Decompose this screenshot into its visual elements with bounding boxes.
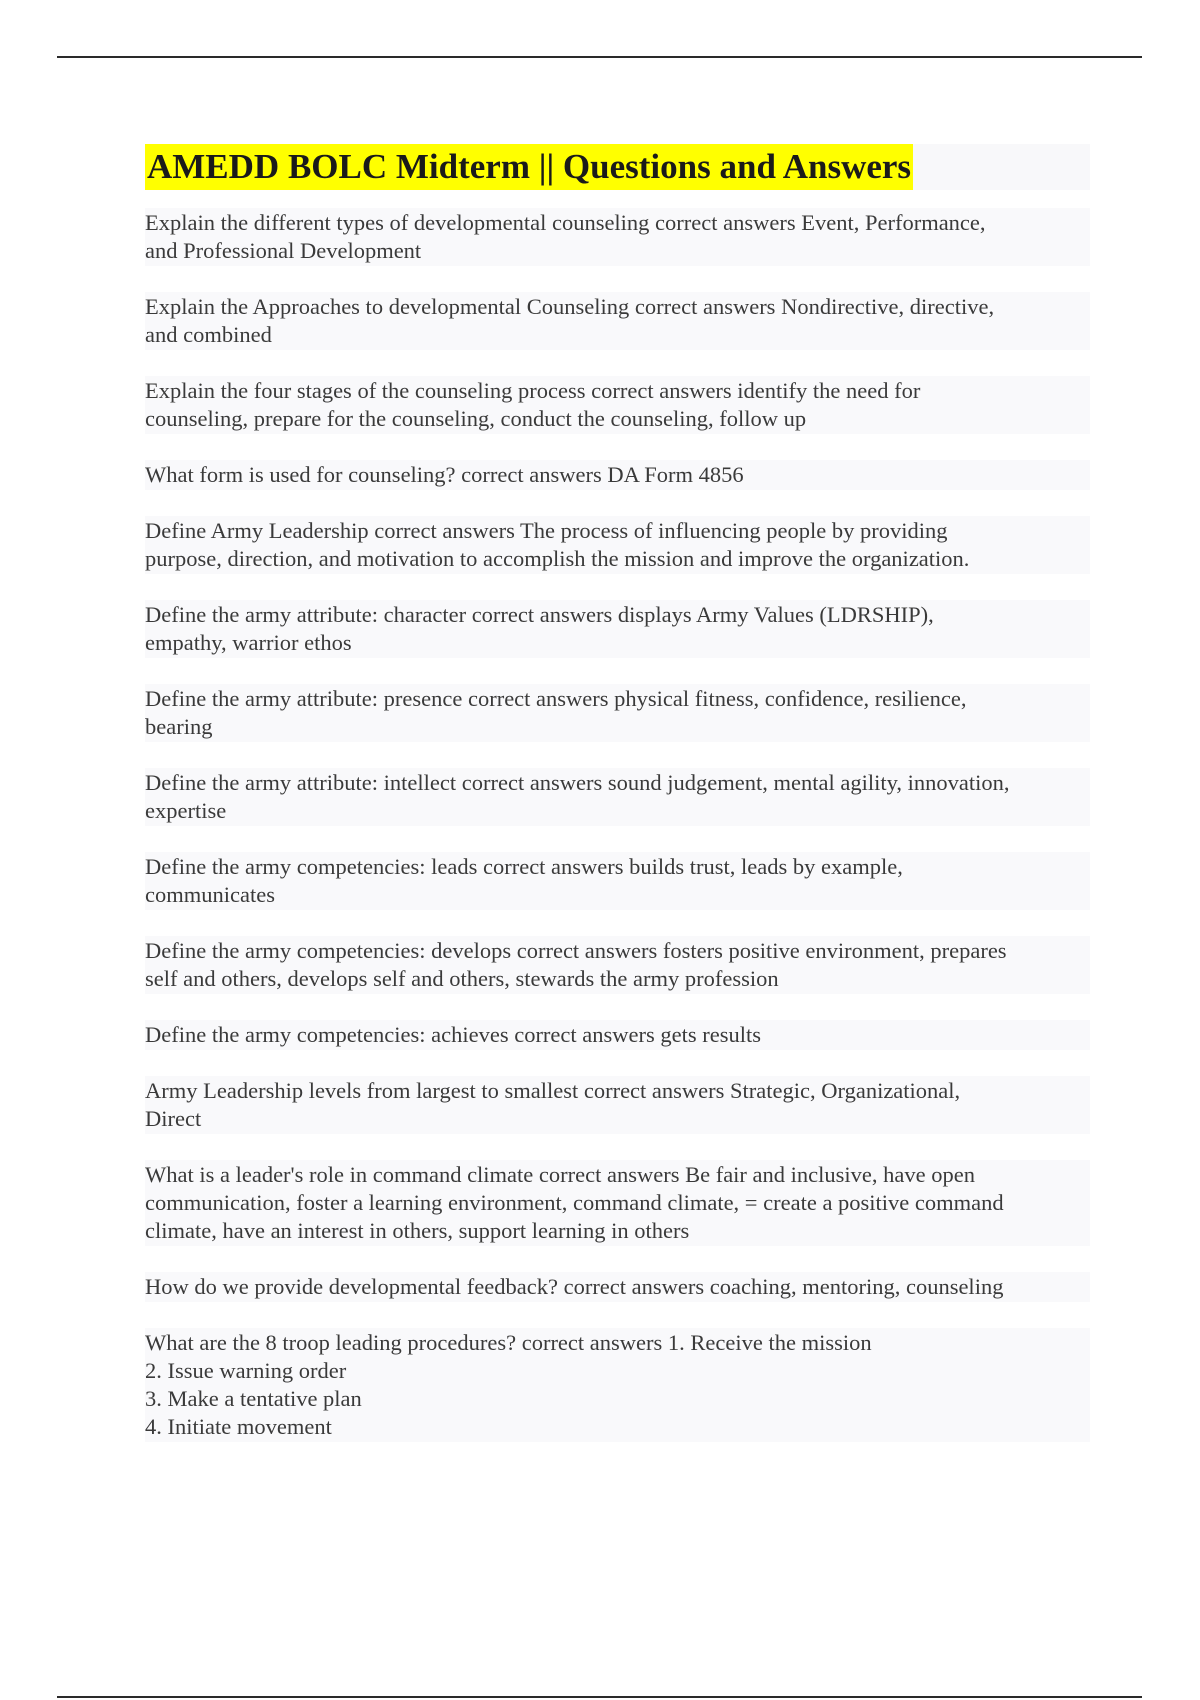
title-row [145,144,1090,190]
qa-list [145,208,1090,1442]
qa-text-line: self and others, develops self and others, stewards the army profession [145,966,779,991]
qa-text-line: 2. Issue warning order [145,1358,347,1383]
qa-text-line: expertise [145,798,227,823]
qa-text-line: Explain the four stages of the counseling process correct answers identify the need for [145,378,921,403]
qa-text-line: Define Army Leadership correct answers The process of influencing people by providing [145,518,948,543]
qa-text-line: 4. Initiate movement [145,1414,332,1439]
qa-text-line: and combined [145,322,272,347]
qa-entry [145,600,1090,658]
qa-text-line: Define the army competencies: leads correct answers builds trust, leads by example, [145,854,903,879]
qa-text-line: empathy, warrior ethos [145,630,352,655]
qa-entry [145,1272,1090,1302]
qa-text-line: 3. Make a tentative plan [145,1386,362,1411]
qa-entry [145,460,1090,490]
qa-text-line: How do we provide developmental feedback? correct answers coaching, mentoring, counseling [145,1274,1004,1299]
qa-entry [145,208,1090,266]
qa-text-line: and Professional Development [145,238,422,263]
qa-entry [145,1328,1090,1442]
qa-text-line: counseling, prepare for the counseling, conduct the counseling, follow up [145,406,807,431]
qa-entry [145,516,1090,574]
qa-entry [145,684,1090,742]
qa-text-line: What are the 8 troop leading procedures? correct answers 1. Receive the mission [145,1330,872,1355]
qa-text-line: bearing [145,714,213,739]
page-title: AMEDD BOLC Midterm || Questions and Answers [145,144,913,190]
qa-text-line: Army Leadership levels from largest to smallest correct answers Strategic, Organizational, [145,1078,961,1103]
qa-text-line: Direct [145,1106,202,1131]
qa-text-line: purpose, direction, and motivation to accomplish the mission and improve the organization. [145,546,970,571]
top-divider [57,56,1142,58]
qa-entry [145,376,1090,434]
qa-entry [145,852,1090,910]
qa-entry [145,1076,1090,1134]
qa-text-line: communicates [145,882,275,907]
qa-text-line: climate, have an interest in others, support learning in others [145,1218,690,1243]
qa-text-line: Define the army competencies: achieves correct answers gets results [145,1022,761,1047]
qa-entry [145,1160,1090,1246]
document-body [145,144,1090,1468]
qa-text-line: What is a leader's role in command climate correct answers Be fair and inclusive, have open [145,1162,975,1187]
qa-text-line: Explain the Approaches to developmental Counseling correct answers Nondirective, directive, [145,294,995,319]
qa-entry [145,292,1090,350]
qa-entry [145,768,1090,826]
qa-text-line: What form is used for counseling? correct answers DA Form 4856 [145,462,744,487]
qa-text-line: Define the army competencies: develops correct answers fosters positive environment, prepares [145,938,1007,963]
qa-text-line: Define the army attribute: intellect correct answers sound judgement, mental agility, innovation, [145,770,1010,795]
qa-text-line: communication, foster a learning environment, command climate, = create a positive command [145,1190,1004,1215]
qa-entry [145,936,1090,994]
qa-text-line: Define the army attribute: character correct answers displays Army Values (LDRSHIP), [145,602,934,627]
bottom-divider [57,1696,1142,1698]
qa-entry [145,1020,1090,1050]
qa-text-line: Explain the different types of developmental counseling correct answers Event, Performance, [145,210,986,235]
qa-text-line: Define the army attribute: presence correct answers physical fitness, confidence, resilience, [145,686,967,711]
